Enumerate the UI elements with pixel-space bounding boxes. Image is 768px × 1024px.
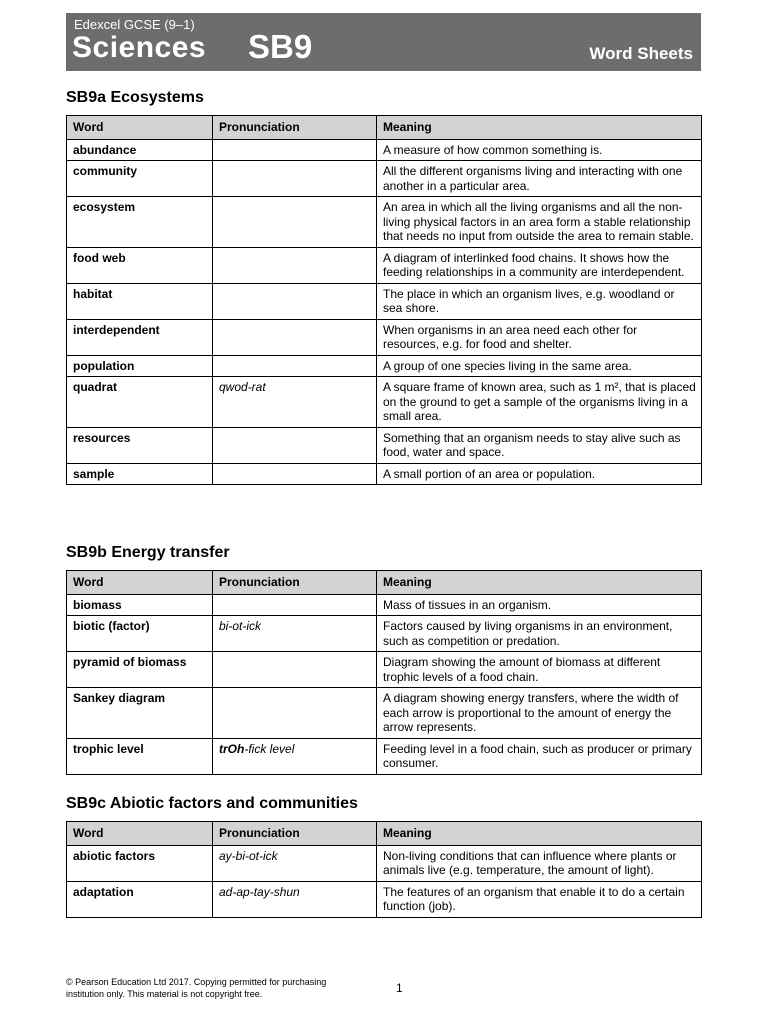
word-cell: population xyxy=(67,355,213,377)
word-cell: quadrat xyxy=(67,377,213,428)
table-row xyxy=(67,161,702,197)
col-header-word: Word xyxy=(67,571,213,595)
word-cell: biomass xyxy=(67,594,213,616)
pronunciation-cell xyxy=(213,161,377,197)
table-row xyxy=(67,197,702,248)
word-cell: abiotic factors xyxy=(67,845,213,881)
pronunciation-cell xyxy=(213,197,377,248)
meaning-cell: Feeding level in a food chain, such as producer or primary consumer. xyxy=(377,738,702,774)
table-row xyxy=(67,355,702,377)
pronunciation-cell xyxy=(213,688,377,739)
table-row xyxy=(67,652,702,688)
word-cell: food web xyxy=(67,247,213,283)
word-cell: resources xyxy=(67,427,213,463)
word-cell: trophic level xyxy=(67,738,213,774)
table-row xyxy=(67,881,702,917)
pronunciation-cell xyxy=(213,319,377,355)
pronunciation-cell: qwod-rat xyxy=(213,377,377,428)
word-cell: Sankey diagram xyxy=(67,688,213,739)
meaning-cell: An area in which all the living organisms and all the non-living physical factors in an area form a stable relationship that needs no input from outside the area to remain stable. xyxy=(377,197,702,248)
pronunciation-rest: -fick level xyxy=(244,741,295,756)
word-cell: pyramid of biomass xyxy=(67,652,213,688)
glossary-table xyxy=(66,821,702,918)
word-cell: adaptation xyxy=(67,881,213,917)
course-label: Edexcel GCSE (9–1) xyxy=(74,17,195,32)
col-header-word: Word xyxy=(67,822,213,846)
table-header-row xyxy=(67,116,702,140)
table-row xyxy=(67,845,702,881)
table-body xyxy=(67,594,702,774)
glossary-table xyxy=(66,115,702,485)
page-header xyxy=(66,13,701,71)
pronunciation-cell: ad-ap-tay-shun xyxy=(213,881,377,917)
table-row xyxy=(67,688,702,739)
meaning-cell: Non-living conditions that can influence where plants or animals live (e.g. temperature, the amount of light). xyxy=(377,845,702,881)
col-header-pronunciation: Pronunciation xyxy=(213,822,377,846)
pronunciation-cell xyxy=(213,283,377,319)
pronunciation-cell xyxy=(213,738,377,774)
table-row xyxy=(67,377,702,428)
col-header-pronunciation: Pronunciation xyxy=(213,571,377,595)
table-header-row xyxy=(67,822,702,846)
section-sb9b xyxy=(66,543,701,775)
glossary-table xyxy=(66,570,702,775)
pronunciation-cell: bi-ot-ick xyxy=(213,616,377,652)
table-row xyxy=(67,594,702,616)
copyright-notice: © Pearson Education Ltd 2017. Copying permitted for purchasing institution only. This material is not copyright free. xyxy=(66,977,327,999)
word-cell: biotic (factor) xyxy=(67,616,213,652)
word-cell: community xyxy=(67,161,213,197)
meaning-cell: The place in which an organism lives, e.g. woodland or sea shore. xyxy=(377,283,702,319)
word-cell: abundance xyxy=(67,139,213,161)
word-cell: ecosystem xyxy=(67,197,213,248)
pronunciation-cell: ay-bi-ot-ick xyxy=(213,845,377,881)
meaning-cell: The features of an organism that enable it to do a certain function (job). xyxy=(377,881,702,917)
section-sb9c xyxy=(66,794,701,918)
meaning-cell: When organisms in an area need each other for resources, e.g. for food and shelter. xyxy=(377,319,702,355)
col-header-pronunciation: Pronunciation xyxy=(213,116,377,140)
unit-code: SB9 xyxy=(248,28,313,65)
table-body xyxy=(67,845,702,917)
table-row xyxy=(67,427,702,463)
table-row xyxy=(67,463,702,485)
pronunciation-cell xyxy=(213,594,377,616)
stressed-syllable: trOh xyxy=(219,741,245,756)
pronunciation-cell xyxy=(213,427,377,463)
meaning-cell: Something that an organism needs to stay alive such as food, water and space. xyxy=(377,427,702,463)
pronunciation-cell xyxy=(213,247,377,283)
word-cell: sample xyxy=(67,463,213,485)
table-row xyxy=(67,247,702,283)
meaning-cell: A diagram of interlinked food chains. It shows how the feeding relationships in a community are interdependent. xyxy=(377,247,702,283)
word-cell: habitat xyxy=(67,283,213,319)
word-cell: interdependent xyxy=(67,319,213,355)
meaning-cell: Factors caused by living organisms in an environment, such as competition or predation. xyxy=(377,616,702,652)
section-title: SB9b Energy transfer xyxy=(66,544,230,561)
col-header-meaning: Meaning xyxy=(377,822,702,846)
table-header-row xyxy=(67,571,702,595)
pronunciation-cell xyxy=(213,463,377,485)
meaning-cell: All the different organisms living and interacting with one another in a particular area. xyxy=(377,161,702,197)
col-header-meaning: Meaning xyxy=(377,571,702,595)
page-number: 1 xyxy=(396,981,403,995)
table-row xyxy=(67,616,702,652)
col-header-word: Word xyxy=(67,116,213,140)
section-title: SB9c Abiotic factors and communities xyxy=(66,795,358,812)
col-header-meaning: Meaning xyxy=(377,116,702,140)
meaning-cell: Mass of tissues in an organism. xyxy=(377,594,702,616)
table-row xyxy=(67,139,702,161)
table-row xyxy=(67,738,702,774)
pronunciation-cell xyxy=(213,355,377,377)
meaning-cell: A measure of how common something is. xyxy=(377,139,702,161)
meaning-cell: A diagram showing energy transfers, where the width of each arrow is proportional to the amount of energy the arrow represents. xyxy=(377,688,702,739)
table-row xyxy=(67,319,702,355)
meaning-cell: A small portion of an area or population. xyxy=(377,463,702,485)
meaning-cell: A group of one species living in the same area. xyxy=(377,355,702,377)
table-body xyxy=(67,139,702,485)
subject-title: Sciences xyxy=(72,31,207,64)
table-row xyxy=(67,283,702,319)
meaning-cell: Diagram showing the amount of biomass at different trophic levels of a food chain. xyxy=(377,652,702,688)
pronunciation-cell xyxy=(213,139,377,161)
meaning-cell: A square frame of known area, such as 1 m², that is placed on the ground to get a sample of the organisms living in a small area. xyxy=(377,377,702,428)
pronunciation-cell xyxy=(213,652,377,688)
section-title: SB9a Ecosystems xyxy=(66,89,204,106)
sheet-title: Word Sheets xyxy=(589,44,693,63)
section-sb9a xyxy=(66,88,701,485)
